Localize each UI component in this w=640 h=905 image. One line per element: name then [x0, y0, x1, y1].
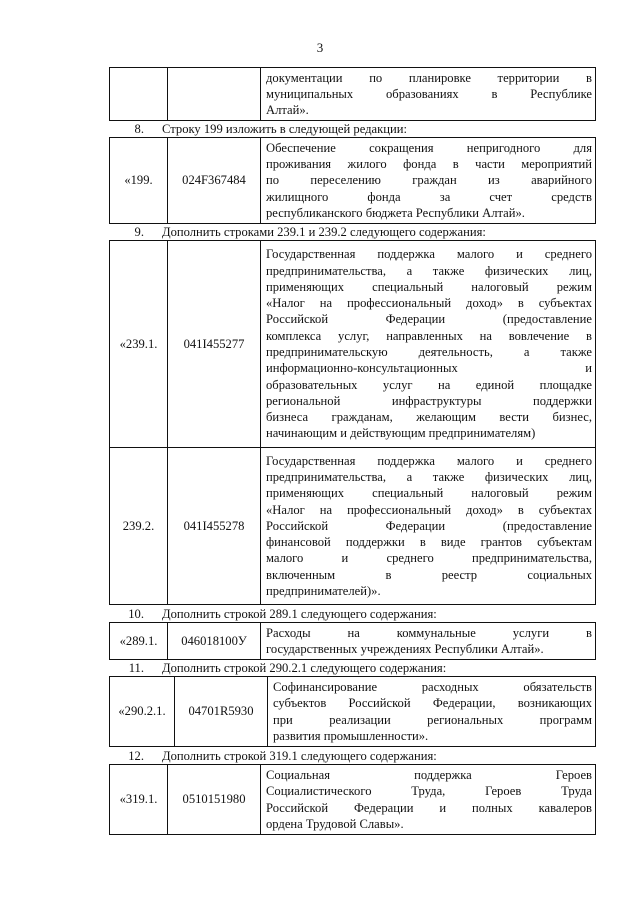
budget-code-cell — [168, 68, 261, 121]
text-line: Российской Федерации (предоставление — [266, 312, 592, 327]
text-line: «Налог на профессиональный доход» в субъектах — [266, 502, 592, 517]
text-line: предпринимательства, а также физических лиц, — [266, 469, 592, 484]
text-line: Российской Федерации и полных кавалеров — [266, 800, 592, 815]
instruction-number: 11. — [128, 661, 144, 675]
text-line: включенным в реестр социальных — [266, 567, 592, 582]
text-line: Государственная поддержка малого и среднего — [266, 453, 592, 468]
row-number-cell: «199. — [110, 138, 168, 224]
text-line: проживания жилого фонда в части мероприятий — [266, 157, 592, 172]
text-line: Государственная поддержка малого и среднего — [266, 247, 592, 262]
text-line: Социальная поддержка Героев — [266, 767, 592, 782]
row-number-cell: «290.2.1. — [110, 677, 175, 747]
instruction-9 — [120, 224, 486, 240]
text-line: бизнеса гражданам, желающим вести бизнес, — [266, 410, 592, 425]
table-row — [110, 677, 596, 747]
row-number-cell: 239.2. — [110, 448, 168, 605]
budget-code-cell: 04701R5930 — [175, 677, 268, 747]
text-line: субъектов Российской Федерации, возникающих — [273, 696, 592, 711]
row-text-cell — [261, 241, 596, 448]
row-text-cell — [268, 677, 596, 747]
budget-code-cell: 046018100У — [168, 623, 261, 660]
row-text-cell — [261, 623, 596, 660]
row-text-cell — [261, 448, 596, 605]
instruction-number: 9. — [134, 225, 144, 239]
row-number-cell — [110, 68, 168, 121]
text-line: «Налог на профессиональный доход» в субъектах — [266, 296, 592, 311]
text-line: Софинансирование расходных обязательств — [273, 679, 592, 694]
text-line: жилищного фонда за счет средств — [266, 189, 592, 204]
budget-code-cell: 024F367484 — [168, 138, 261, 224]
budget-code-cell: 0510151980 — [168, 765, 261, 835]
row-number-cell: «239.1. — [110, 241, 168, 448]
budget-table-290 — [109, 676, 596, 747]
text-line: при реализации региональных программ — [273, 712, 592, 727]
budget-table-239 — [109, 240, 596, 605]
instruction-10 — [120, 606, 437, 622]
budget-table-199 — [109, 137, 596, 224]
text-line: Российской Федерации (предоставление — [266, 518, 592, 533]
text-line: Обеспечение сокращения непригодного для — [266, 140, 592, 155]
table-row — [110, 138, 596, 224]
row-text-cell — [261, 138, 596, 224]
table-row — [110, 623, 596, 660]
budget-code-cell: 041I455277 — [168, 241, 261, 448]
instruction-text: Строку 199 изложить в следующей редакции: — [162, 122, 407, 136]
table-row — [110, 241, 596, 448]
text-line: предпринимателей)». — [266, 584, 381, 599]
page-number: 3 — [316, 40, 324, 55]
budget-table-319 — [109, 764, 596, 835]
text-line: Алтай». — [266, 103, 309, 118]
text-line: муниципальных образованиях в Республике — [266, 86, 592, 101]
row-text-cell — [261, 68, 596, 121]
row-number-cell: «289.1. — [110, 623, 168, 660]
text-line: по переселению граждан из аварийного — [266, 173, 592, 188]
instruction-text: Дополнить строкой 319.1 следующего содержания: — [162, 749, 437, 763]
text-line: республиканского бюджета Республики Алтай». — [266, 205, 525, 220]
text-line: применяющих специальный налоговый режим — [266, 486, 592, 501]
table-row — [110, 68, 596, 121]
text-line: предпринимательскую деятельность, а также — [266, 345, 592, 359]
text-line: документации по планировке территории в — [266, 70, 592, 85]
text-line: ордена Трудовой Славы». — [266, 816, 404, 831]
text-line: финансовой поддержки в виде грантов субъектам — [266, 535, 592, 550]
text-line: региональной инфраструктуры поддержки — [266, 393, 592, 408]
table-row — [110, 765, 596, 835]
instruction-text: Дополнить строкой 289.1 следующего содержания: — [162, 607, 437, 621]
row-number-cell: «319.1. — [110, 765, 168, 835]
instruction-8 — [120, 121, 407, 137]
instruction-number: 10. — [128, 607, 144, 621]
text-line: образовательных услуг на единой площадке — [266, 377, 592, 392]
budget-code-cell: 041I455278 — [168, 448, 261, 605]
text-line: государственных учреждениях Республики Алтай». — [266, 642, 544, 656]
text-line: применяющих специальный налоговый режим — [266, 279, 592, 294]
budget-table-continuation — [109, 67, 596, 121]
text-line: Расходы на коммунальные услуги в — [266, 625, 592, 640]
instruction-11 — [120, 660, 446, 676]
text-line: Социалистического Труда, Героев Труда — [266, 784, 592, 799]
instruction-number: 12. — [128, 749, 144, 763]
text-line: предпринимательства, а также физических лиц, — [266, 263, 592, 278]
instruction-text: Дополнить строкой 290.2.1 следующего содержания: — [162, 661, 447, 675]
text-line: комплекса услуг, направленных на вовлечение в — [266, 328, 592, 343]
text-line: информационно-консультационных и — [266, 361, 592, 376]
instruction-text: Дополнить строками 239.1 и 239.2 следующего содержания: — [162, 225, 486, 239]
text-line: начинающим и действующим предпринимателям) — [266, 426, 536, 441]
instruction-12 — [120, 748, 437, 764]
row-text-cell — [261, 765, 596, 835]
text-line: развития промышленности». — [273, 728, 429, 743]
text-line: малого и среднего предпринимательства, — [266, 551, 592, 566]
instruction-number: 8. — [134, 122, 144, 136]
table-row — [110, 448, 596, 605]
budget-table-289 — [109, 622, 596, 660]
